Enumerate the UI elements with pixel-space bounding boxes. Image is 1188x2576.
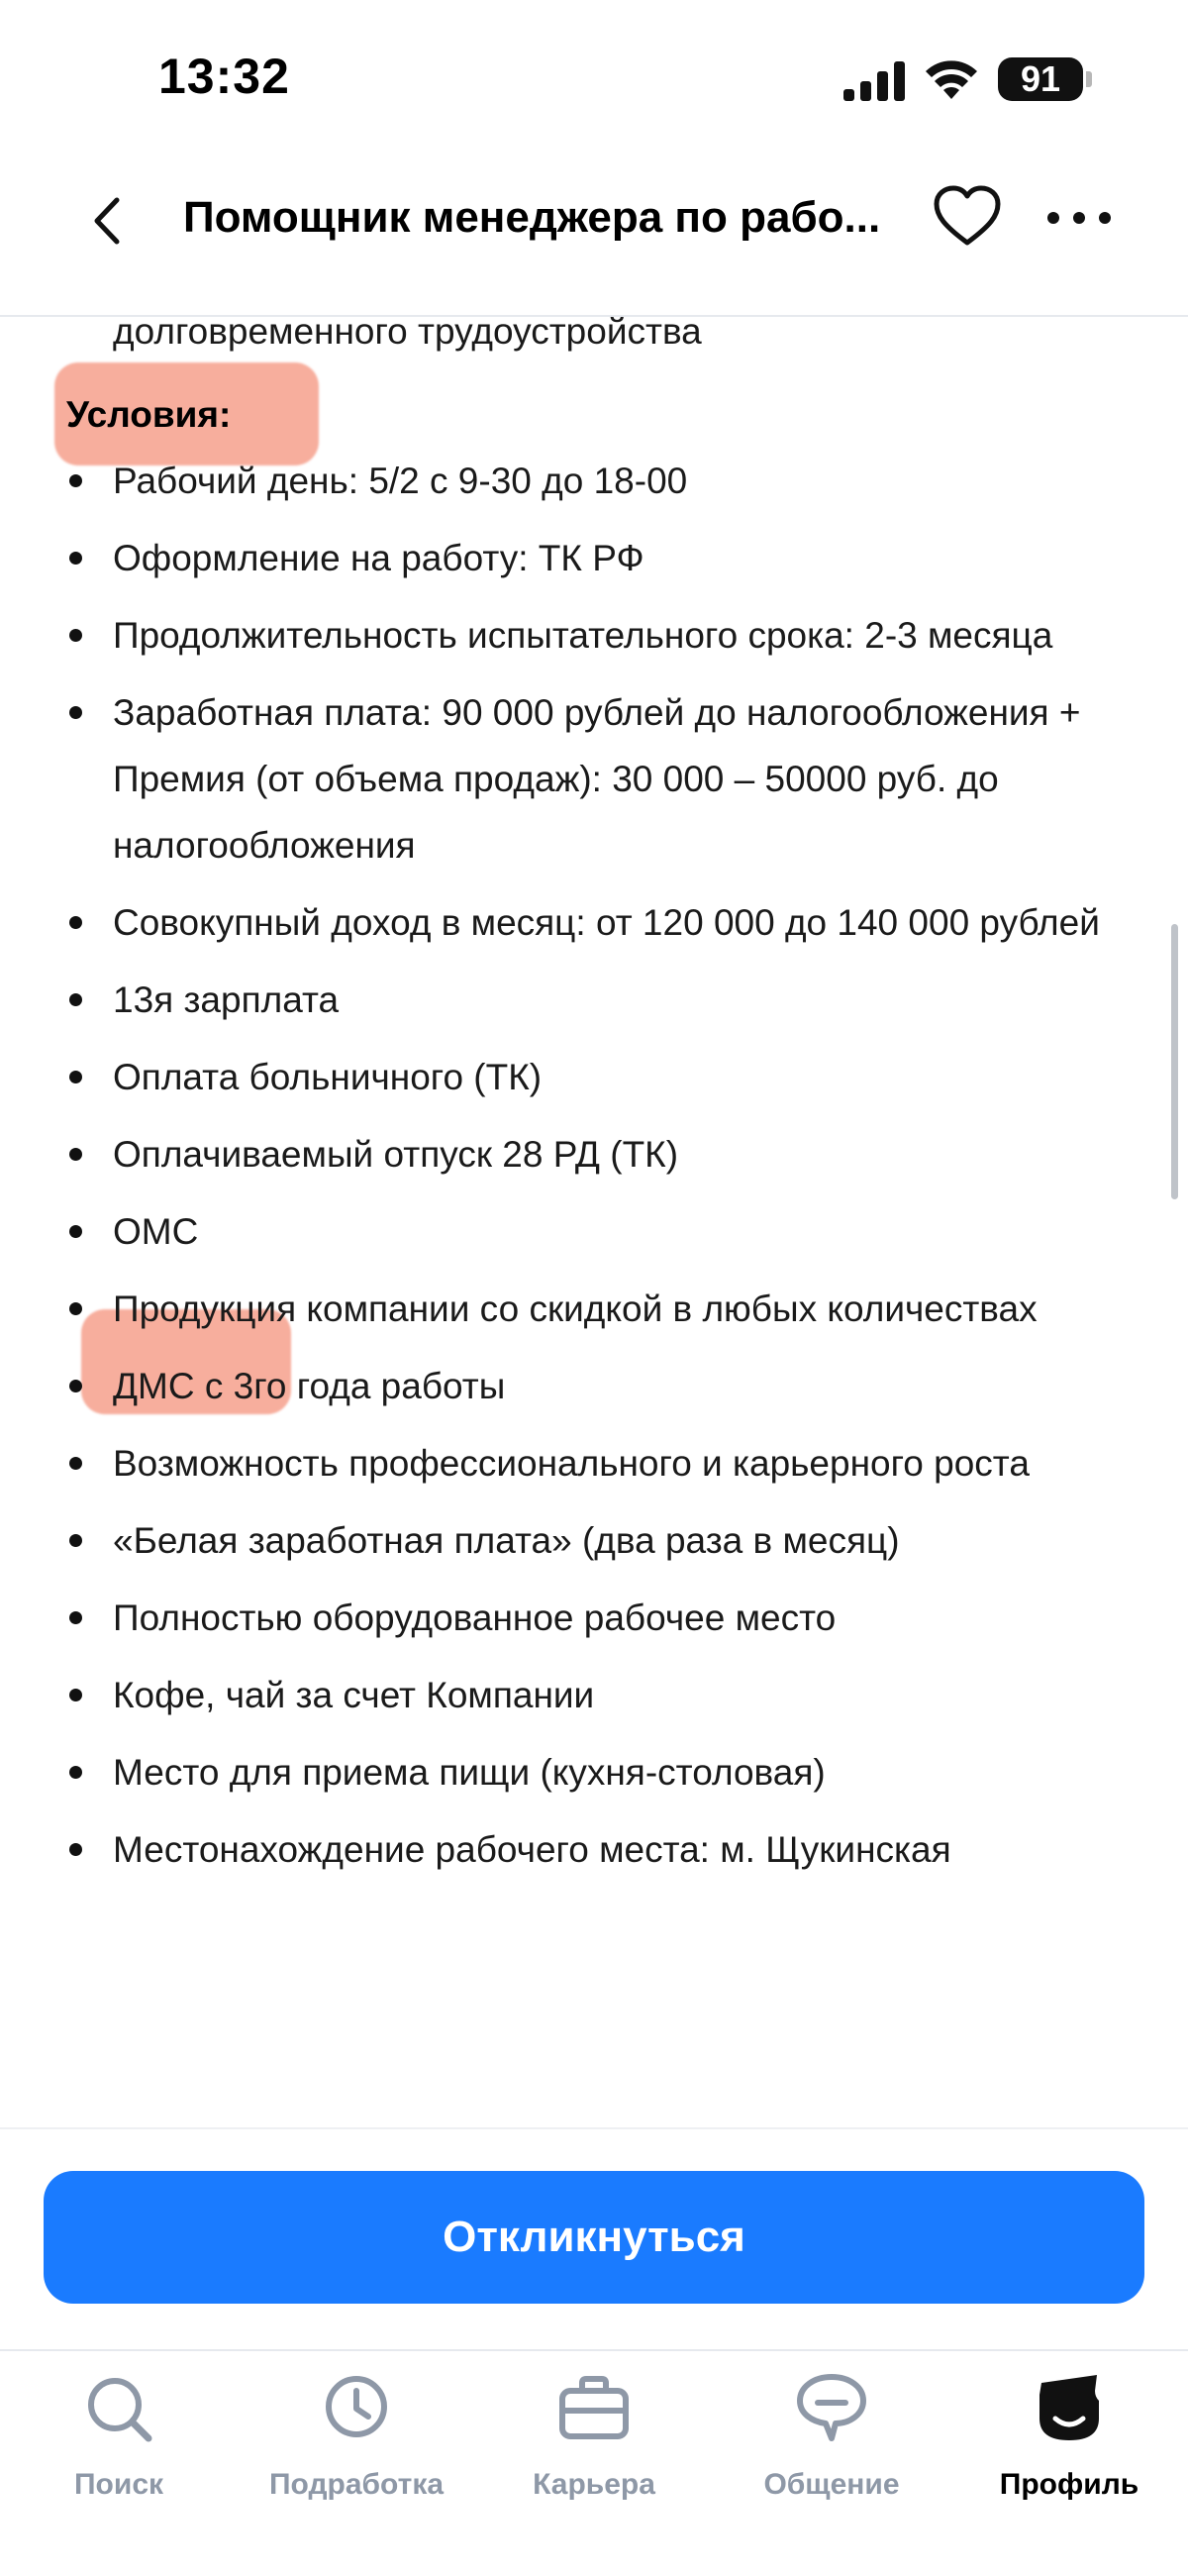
cta-area [0,2127,1188,2349]
tab-label: Карьера [533,2468,655,2501]
section-heading: Условия: [66,394,232,435]
tab-part-time[interactable] [257,2369,455,2508]
bullet-icon [69,916,82,929]
list-item: Оформление на работу: ТК РФ [0,525,1188,591]
tab-career[interactable] [495,2369,693,2508]
list-item: Продукция компании со скидкой в любых количествах [0,1276,1188,1342]
cellular-signal-icon [843,61,907,101]
tab-profile[interactable] [970,2369,1168,2508]
back-chevron-icon[interactable] [79,186,139,256]
more-dots-icon[interactable] [1041,196,1117,240]
chat-bubble-icon [792,2369,871,2448]
list-item: Полностью оборудованное рабочее место [0,1585,1188,1651]
vacancy-description[interactable] [0,317,1188,2127]
bullet-icon [69,1071,82,1083]
list-item: Оплата больничного (ТК) [0,1044,1188,1110]
status-time: 13:32 [158,49,290,104]
bullet-icon [69,1534,82,1547]
tab-label: Подработка [268,2468,445,2501]
nav-header [0,158,1188,317]
battery-cap [1086,71,1092,87]
scrollbar[interactable] [1171,924,1178,1199]
previous-text-line: долговременного трудоустройства [113,317,702,352]
list-item: «Белая заработная плата» (два раза в месяц) [0,1507,1188,1574]
bullet-icon [69,1766,82,1779]
apply-button[interactable]: Откликнуться [44,2171,1144,2304]
bullet-icon [69,706,82,719]
tab-search[interactable] [20,2369,218,2508]
list-item: Возможность профессионального и карьерного роста [0,1430,1188,1496]
heart-icon[interactable] [931,180,1004,254]
bullet-icon [69,1148,82,1161]
list-item: 13я зарплата [0,967,1188,1033]
page-title: Помощник менеджера по рабо... [183,193,881,242]
list-item: ОМС [0,1198,1188,1265]
tab-label: Общение [763,2468,900,2501]
bullet-icon [69,1302,82,1315]
tab-messages[interactable] [733,2369,931,2508]
bullet-icon [69,474,82,487]
tab-label: Поиск [73,2468,164,2501]
bullet-icon [69,552,82,565]
briefcase-icon [554,2369,634,2448]
search-icon [79,2369,158,2448]
list-item: Кофе, чай за счет Компании [0,1662,1188,1728]
bullet-icon [69,1380,82,1392]
tab-label: Профиль [999,2468,1139,2501]
list-item: Оплачиваемый отпуск 28 РД (ТК) [0,1121,1188,1187]
bullet-icon [69,629,82,642]
bullet-icon [69,1843,82,1856]
bullet-icon [69,1611,82,1624]
list-item: Местонахождение рабочего места: м. Щукинская [0,1816,1188,1883]
list-item: Место для приема пищи (кухня-столовая) [0,1739,1188,1805]
list-item: ДМС с 3го года работы [0,1353,1188,1419]
list-item: Рабочий день: 5/2 с 9-30 до 18-00 [0,448,1188,514]
wifi-icon [923,55,980,101]
tab-bar [0,2349,1188,2576]
bullet-icon [69,1225,82,1238]
battery-indicator: 91 [998,57,1083,101]
list-item: Продолжительность испытательного срока: 2-3 месяца [0,602,1188,669]
bullet-icon [69,1457,82,1470]
clock-icon [317,2369,396,2448]
conditions-list [0,448,1188,1894]
bullet-icon [69,1689,82,1701]
status-bar [0,0,1188,158]
list-item: Совокупный доход в месяц: от 120 000 до 140 000 рублей [0,889,1188,956]
bullet-icon [69,993,82,1006]
profile-icon [1030,2369,1109,2448]
list-item: Заработная плата: 90 000 рублей до налогообложения + Премия (от объема продаж): 30 000 – 50000 руб. до налогообложения [0,679,1188,878]
